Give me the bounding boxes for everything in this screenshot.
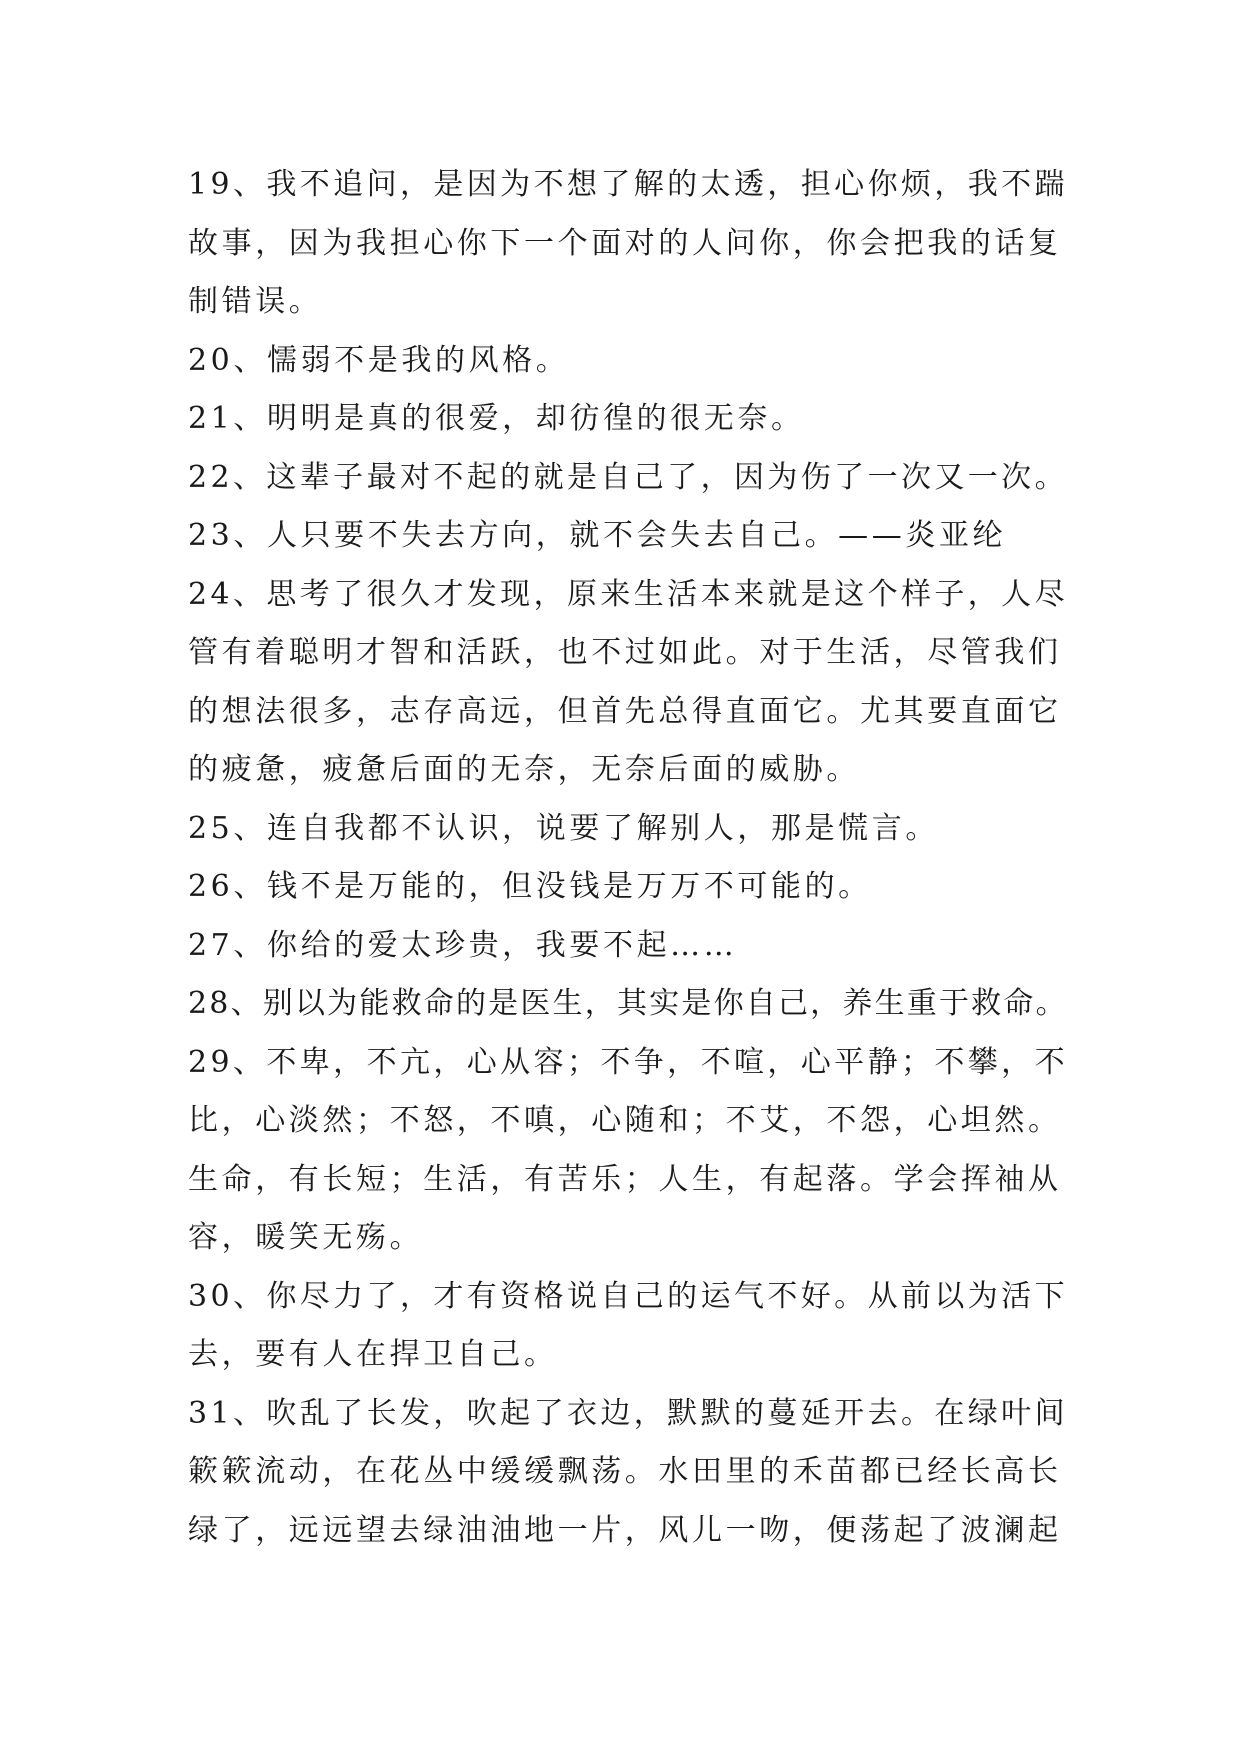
text-line-12: 25、连自我都不认识，说要了解别人，那是慌言。 (188, 810, 939, 846)
text-line-18: 生命，有长短；生活，有苦乐；人生，有起落。学会挥袖从 (188, 1161, 1062, 1197)
text-line-21: 去，要有人在捍卫自己。 (188, 1337, 558, 1372)
text-line-11: 的疲惫，疲惫后面的无奈，无奈后面的威胁。 (188, 752, 860, 787)
text-line-7: 23、人只要不失去方向，就不会失去自己。——炎亚纶 (188, 518, 1007, 553)
text-line-6: 22、这辈子最对不起的就是自己了，因为伤了一次又一次。 (188, 459, 1068, 495)
text-line-16: 29、不卑，不亢，心从容；不争，不喧，心平静；不攀，不 (188, 1044, 1068, 1080)
text-line-15: 28、别以为能救命的是医生，其实是你自己，养生重于救命。 (188, 986, 1068, 1021)
text-line-2: 故事，因为我担心你下一个面对的人问你，你会把我的话复 (188, 225, 1062, 261)
text-line-13: 26、钱不是万能的，但没钱是万万不可能的。 (188, 869, 872, 904)
text-line-10: 的想法很多，志存高远，但首先总得直面它。尤其要直面它 (188, 693, 1062, 729)
text-line-4: 20、懦弱不是我的风格。 (188, 342, 570, 378)
document-body (188, 156, 1068, 1560)
text-line-24: 绿了，远远望去绿油油地一片，风儿一吻，便荡起了波澜起 (188, 1512, 1062, 1548)
text-line-22: 31、吹乱了长发，吹起了衣边，默默的蔓延开去。在绿叶间 (188, 1395, 1068, 1431)
text-line-23: 簌簌流动，在花丛中缓缓飘荡。水田里的禾苗都已经长高长 (188, 1454, 1062, 1489)
text-line-3: 制错误。 (188, 284, 323, 319)
text-line-17: 比，心淡然；不怒，不嗔，心随和；不艾，不怨，心坦然。 (188, 1103, 1062, 1138)
text-line-19: 容，暖笑无殇。 (188, 1220, 424, 1255)
text-line-8: 24、思考了很久才发现，原来生活本来就是这个样子，人尽 (188, 576, 1068, 612)
text-line-20: 30、你尽力了，才有资格说自己的运气不好。从前以为活下 (188, 1278, 1068, 1314)
text-line-1: 19、我不追问，是因为不想了解的太透，担心你烦，我不踹 (188, 167, 1068, 202)
text-line-9: 管有着聪明才智和活跃，也不过如此。对于生活，尽管我们 (188, 635, 1062, 670)
text-line-5: 21、明明是真的很爱，却彷徨的很无奈。 (188, 401, 805, 436)
text-line-14: 27、你给的爱太珍贵，我要不起…… (188, 927, 738, 963)
